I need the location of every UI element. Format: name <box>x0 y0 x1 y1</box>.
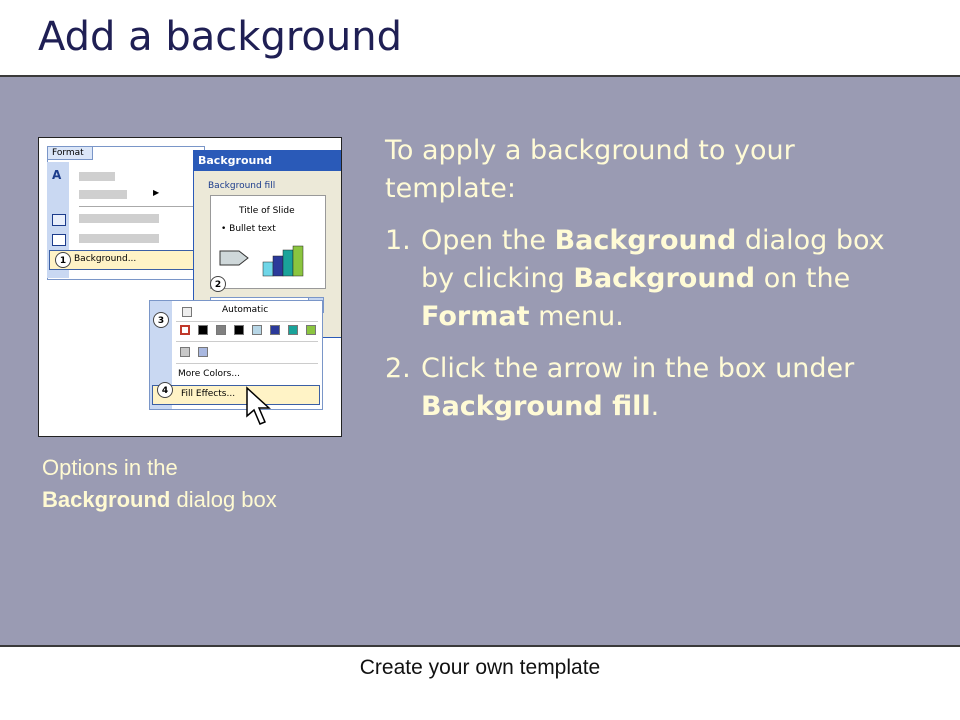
menu-item-placeholder <box>79 190 127 199</box>
step-2-t1: Click the arrow in the box under <box>421 353 855 384</box>
preview-bullet: • Bullet text <box>221 224 276 234</box>
palette-automatic[interactable]: Automatic <box>222 305 269 315</box>
font-icon: A <box>52 168 62 182</box>
color-swatch[interactable] <box>270 325 280 335</box>
step-1-b1: Background <box>554 225 737 256</box>
step-2 <box>385 350 905 426</box>
menu-item-placeholder <box>79 234 159 243</box>
color-swatch[interactable] <box>234 325 244 335</box>
instructions <box>385 132 905 440</box>
recent-color-swatch[interactable] <box>180 347 190 357</box>
step-1 <box>385 222 905 336</box>
step-1-t3: on the <box>755 263 851 294</box>
dialog-title-bar: Background <box>194 151 342 171</box>
instructions-intro: To apply a background to your template: <box>385 135 795 204</box>
step-2-text <box>421 350 905 426</box>
callout-badge-1: 1 <box>55 252 71 268</box>
more-colors-item[interactable]: More Colors... <box>178 369 240 379</box>
caption-bold: Background <box>42 487 171 512</box>
callout-badge-3: 3 <box>153 312 169 328</box>
menu-item-placeholder <box>79 172 115 181</box>
palette-separator <box>176 321 318 322</box>
preview-arrow-shape <box>219 250 249 266</box>
preview-title: Title of Slide <box>239 206 295 216</box>
submenu-arrow-icon: ▶ <box>153 188 160 197</box>
palette-separator <box>176 363 318 364</box>
mouse-pointer-icon <box>245 386 273 430</box>
palette-separator <box>176 341 318 342</box>
fill-effects-item[interactable]: Fill Effects... <box>152 385 320 405</box>
step-1-text <box>421 222 905 336</box>
step-1-number: 1. <box>385 225 411 256</box>
menu-item-placeholder <box>79 214 159 223</box>
caption-line1: Options in the <box>42 455 178 480</box>
menu-separator <box>79 206 197 207</box>
slide-preview <box>210 195 326 289</box>
step-1-b2: Background <box>573 263 756 294</box>
slide-footer: Create your own template <box>359 656 601 679</box>
step-1-t2: dialog box by clicking <box>421 225 885 294</box>
automatic-swatch[interactable] <box>182 307 192 317</box>
color-swatch[interactable] <box>252 325 262 335</box>
layout-icon <box>52 234 66 246</box>
color-swatch[interactable] <box>306 325 316 335</box>
callout-badge-2: 2 <box>210 276 226 292</box>
menu-item-background[interactable]: Background... <box>49 250 201 270</box>
color-swatch[interactable] <box>288 325 298 335</box>
caption-line2 <box>42 484 342 516</box>
step-1-t4: menu. <box>529 301 624 332</box>
slide-title: Add a background <box>38 14 402 60</box>
step-2-number: 2. <box>385 353 411 384</box>
color-swatch[interactable] <box>216 325 226 335</box>
format-menu-tab: Format <box>47 146 93 160</box>
callout-badge-4: 4 <box>157 382 173 398</box>
color-swatch[interactable] <box>180 325 190 335</box>
slide-design-icon <box>52 214 66 226</box>
preview-bar-chart-icon <box>261 244 311 278</box>
step-2-t2: . <box>650 391 660 422</box>
color-swatch[interactable] <box>198 325 208 335</box>
step-2-b1: Background fill <box>421 391 651 422</box>
recent-color-swatch[interactable] <box>198 347 208 357</box>
background-fill-label: Background fill <box>208 181 276 191</box>
color-palette-dropdown <box>149 300 323 410</box>
step-1-t1: Open the <box>421 225 555 256</box>
step-1-b3: Format <box>421 301 530 332</box>
screenshot-illustration <box>38 137 342 437</box>
caption-rest: dialog box <box>170 487 277 512</box>
screenshot-caption <box>42 452 342 516</box>
